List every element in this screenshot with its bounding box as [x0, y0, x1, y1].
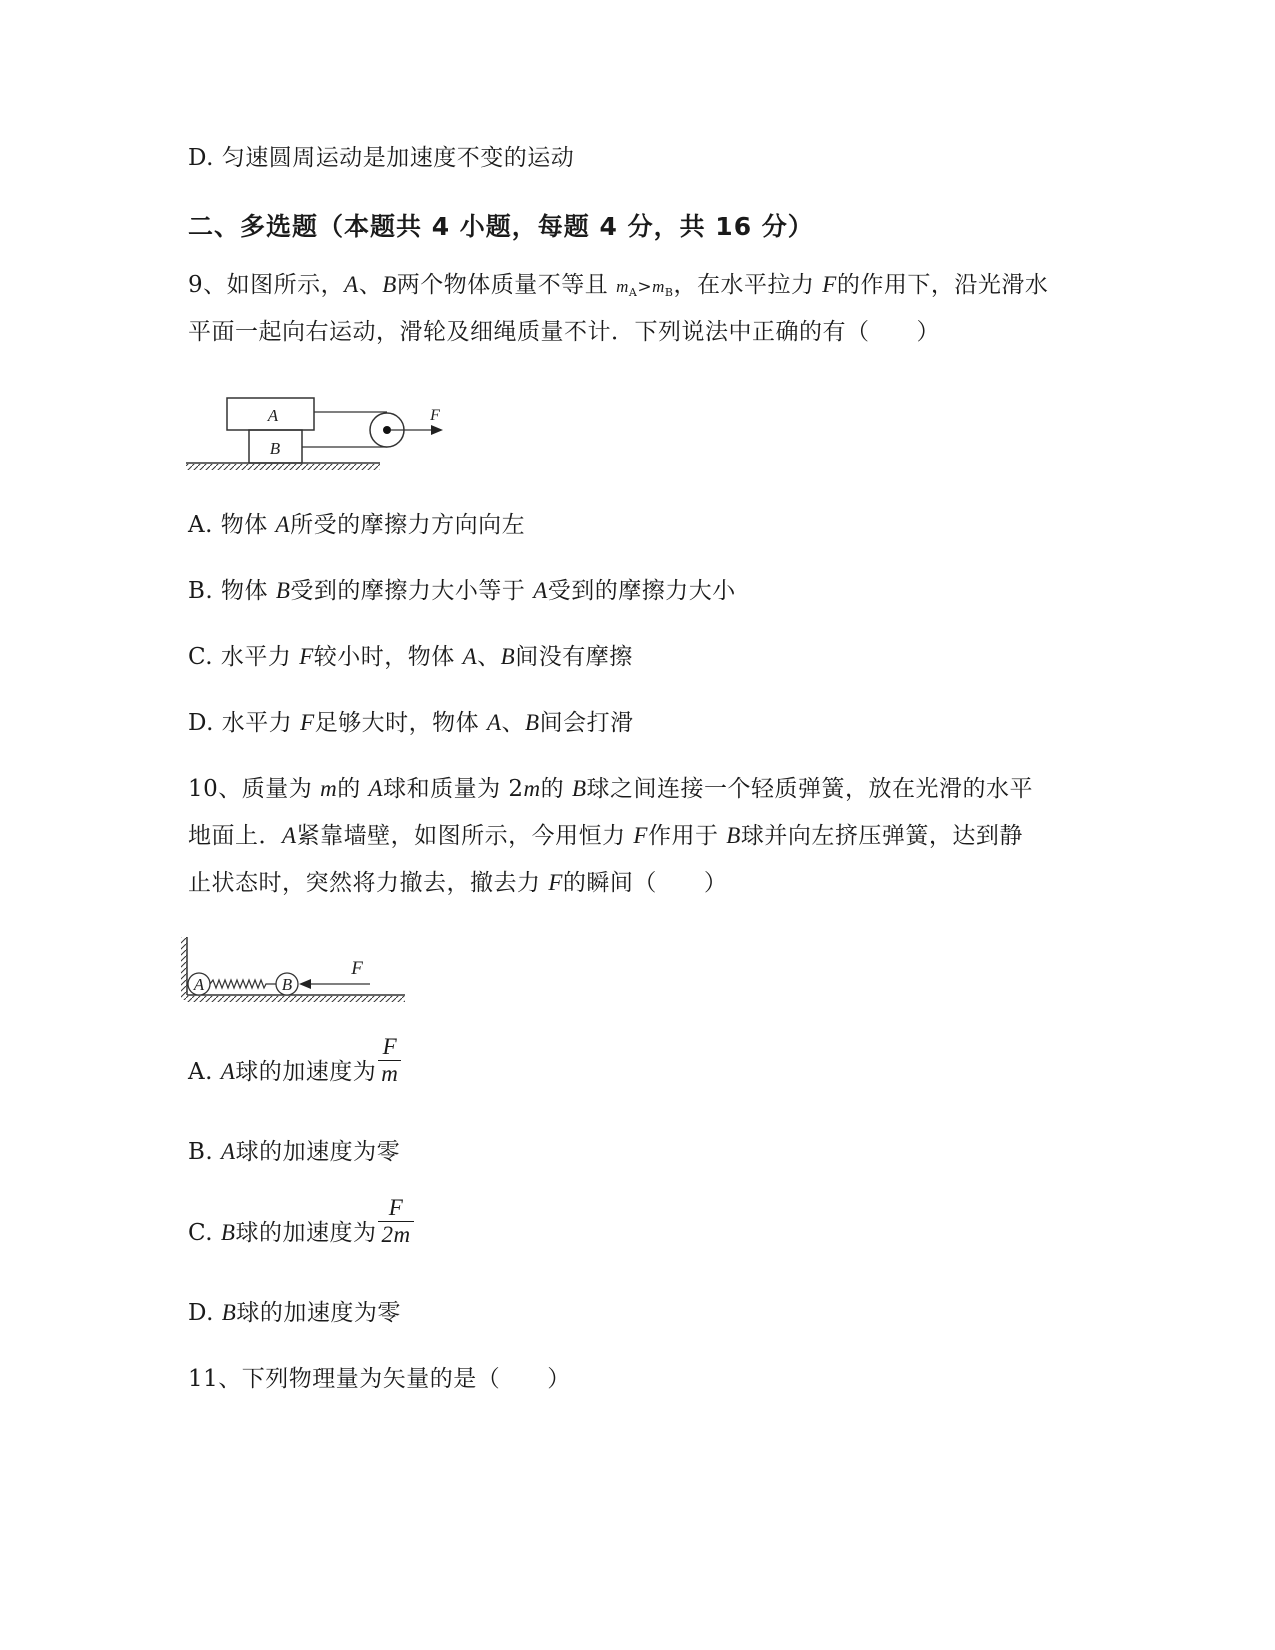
q9-text: 、 — [358, 272, 383, 298]
var-a: A — [533, 578, 548, 603]
var-a: A — [344, 272, 359, 297]
q10-text: 球和质量为 2 — [383, 776, 524, 802]
label-a: A — [193, 975, 205, 994]
q10-text: 的瞬间（ ） — [562, 870, 728, 896]
q9-text: ，在水平拉力 — [673, 272, 823, 298]
q9-option-a — [188, 510, 525, 540]
q9-option-c — [188, 642, 633, 672]
q10-text: 紧靠墙壁，如图所示，今用恒力 — [296, 823, 634, 849]
q11-stem: 11、下列物理量为矢量的是（ ） — [188, 1366, 571, 1392]
option-text: D. 水平力 — [188, 710, 301, 736]
q10-text: 作用于 — [647, 823, 727, 849]
denominator: 2m — [381, 1221, 411, 1247]
var-a: A — [368, 776, 384, 801]
spring — [210, 980, 276, 988]
option-text: 球的加速度为零 — [235, 1139, 401, 1165]
gt-sign: > — [637, 277, 653, 297]
option-text: C. 水平力 — [188, 644, 300, 670]
ground-hatch — [186, 464, 380, 470]
var-a: A — [486, 710, 502, 735]
q10-text: 的 — [337, 776, 369, 802]
var-a: A — [462, 644, 478, 669]
var-a: A — [282, 823, 297, 848]
option-text: 球的加速度为零 — [236, 1300, 401, 1326]
q9-option-b — [188, 576, 736, 606]
var-f: F — [822, 272, 837, 297]
q10-option-b — [188, 1137, 400, 1167]
option-text: D. — [188, 1300, 222, 1326]
option-text: B. 物体 — [188, 578, 276, 604]
var-b: B — [726, 823, 741, 848]
floor-hatch — [187, 996, 405, 1002]
mass-a: m — [616, 277, 629, 296]
q9-option-d — [188, 708, 634, 738]
q10-option-c — [188, 1194, 414, 1248]
option-text: 、 — [477, 644, 501, 670]
numerator: F — [378, 1195, 413, 1222]
var-f: F — [300, 710, 315, 735]
label-b: B — [269, 439, 281, 458]
numerator: F — [378, 1034, 401, 1061]
var-f: F — [633, 823, 648, 848]
var-b: B — [275, 578, 291, 603]
var-b: B — [221, 1300, 237, 1325]
fraction-f-over-m — [378, 1034, 401, 1087]
mass-b-sub: B — [664, 286, 674, 299]
var-b: B — [500, 644, 516, 669]
var-b: B — [382, 272, 397, 297]
wall-hatch — [181, 937, 187, 1000]
option-text: B. — [188, 1139, 222, 1165]
q10-option-d — [188, 1298, 401, 1328]
label-f: F — [351, 958, 363, 979]
fraction-f-over-2m — [378, 1195, 413, 1248]
q9-stem-line1 — [188, 270, 1048, 308]
q10-stem-line3 — [188, 868, 727, 898]
label-b: B — [281, 975, 293, 994]
q10-text: 10、质量为 — [188, 776, 321, 802]
var-f: F — [299, 644, 314, 669]
mass-b: m — [652, 277, 665, 296]
var-b: B — [220, 1220, 236, 1245]
q9-text: 的作用下，沿光滑水 — [836, 272, 1049, 298]
q10-text: 球之间连接一个轻质弹簧，放在光滑的水平 — [586, 776, 1034, 802]
force-arrow-head — [431, 425, 443, 435]
option-text: 球的加速度为 — [235, 1059, 377, 1085]
option-text: A. 物体 — [188, 512, 276, 538]
var-f: F — [548, 870, 563, 895]
option-text: A. — [188, 1059, 221, 1085]
force-arrow-head — [299, 979, 311, 989]
q8-option-d: D. 匀速圆周运动是加速度不变的运动 — [188, 145, 575, 171]
q10-text: 地面上． — [188, 823, 282, 849]
var-b: B — [571, 776, 587, 801]
q9-text: 9、如图所示， — [188, 272, 345, 298]
q10-option-a — [188, 1033, 401, 1087]
option-text: 受到的摩擦力大小等于 — [290, 578, 534, 604]
q10-text: 球并向左挤压弹簧，达到静 — [740, 823, 1023, 849]
section-heading: 二、多选题（本题共 4 小题，每题 4 分，共 16 分） — [188, 212, 814, 241]
pulley-axle — [383, 426, 391, 434]
var-b: B — [525, 710, 540, 735]
q10-stem-line2 — [188, 821, 1023, 851]
q10-stem-line1 — [188, 774, 1033, 804]
var-m: m — [523, 776, 541, 801]
denominator: m — [381, 1060, 399, 1086]
option-text: 所受的摩擦力方向向左 — [290, 512, 526, 538]
option-text: 足够大时，物体 — [314, 710, 487, 736]
label-f: F — [430, 407, 440, 424]
mass-a-sub: A — [628, 286, 638, 299]
var-a: A — [220, 1059, 236, 1084]
q9-stem-line2: 平面一起向右运动，滑轮及细绳质量不计．下列说法中正确的有（ ） — [188, 319, 940, 345]
option-text: 较小时，物体 — [313, 644, 463, 670]
option-text: 间没有摩擦 — [515, 644, 633, 670]
var-a: A — [275, 512, 291, 537]
q10-figure-spring-balls — [180, 932, 415, 1010]
q10-text: 止状态时，突然将力撤去，撤去力 — [188, 870, 549, 896]
option-text: 、 — [501, 710, 525, 736]
option-text: 球的加速度为 — [235, 1220, 377, 1246]
option-text: 受到的摩擦力大小 — [547, 578, 736, 604]
label-a: A — [267, 406, 279, 425]
option-text: C. — [188, 1220, 221, 1246]
q10-text: 的 — [540, 776, 572, 802]
var-m: m — [320, 776, 338, 801]
q9-text: 两个物体质量不等且 — [396, 272, 617, 298]
q9-figure-blocks-pulley — [180, 388, 450, 473]
var-a: A — [221, 1139, 236, 1164]
option-text: 间会打滑 — [539, 710, 634, 736]
